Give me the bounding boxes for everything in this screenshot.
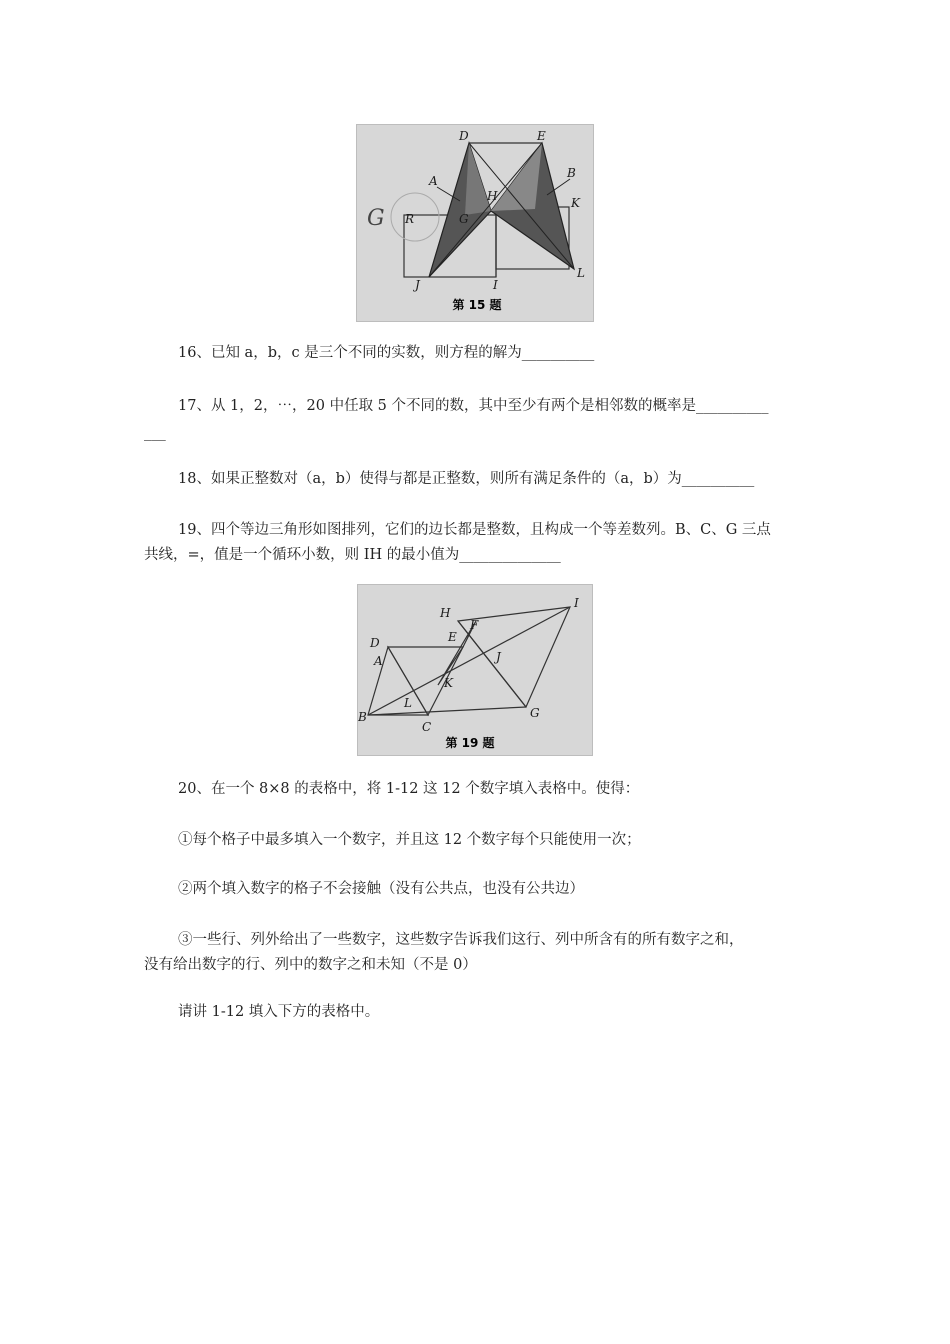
fig19-label-f: F [470,618,479,632]
figure-19-drawing [358,585,592,755]
question-20-rule-3-line-2: 没有给出数字的行、列中的数字之和未知（不是 0） [144,957,477,973]
question-20-rule-1: ①每个格子中最多填入一个数字，并且这 12 个数字每个只能使用一次； [178,832,641,848]
fig19-label-b: B [358,710,367,724]
fig15-label-l: L [577,266,585,280]
question-17-line-1: 17、从 1，2，⋯，20 中任取 5 个不同的数，其中至少有两个是相邻数的概率是__________ [178,398,769,414]
question-19-line-1: 19、四个等边三角形如图排列，它们的边长都是整数，且构成一个等差数列。B、C、G 三点 [178,522,771,538]
question-17-line-2: ___ [144,425,166,441]
fig19-label-k: K [444,676,453,690]
fig19-label-e: E [448,630,457,644]
fig19-label-c: C [422,720,432,734]
fig19-label-d: D [370,636,380,650]
figure-19-caption: 第 19 题 [445,736,495,750]
fig15-label-g: G [459,212,469,226]
question-20-ask: 请讲 1-12 填入下方的表格中。 [178,1004,380,1020]
figure-15 [356,124,594,322]
figure-15-drawing [357,125,593,321]
fig19-label-l: L [404,696,412,710]
handwritten-mark: G [367,206,385,231]
question-20-rule-2: ②两个填入数字的格子不会接触（没有公共点，也没有公共边） [178,881,584,897]
question-20-intro: 20、在一个 8×8 的表格中，将 1-12 这 12 个数字填入表格中。使得： [178,781,640,797]
question-18: 18、如果正整数对（a，b）使得与都是正整数，则所有满足条件的（a，b）为__________ [178,471,755,487]
question-16: 16、已知 a，b，c 是三个不同的实数，则方程的解为__________ [178,345,595,361]
fig15-label-a: A [429,174,438,188]
question-19-line-2: 共线，=，值是一个循环小数，则 IH 的最小值为______________ [144,547,561,563]
fig15-label-h: H [487,189,498,203]
fig19-label-g: G [530,706,540,720]
fig15-label-j: J [415,278,420,292]
fig15-label-e: E [537,129,546,143]
figure-19 [357,584,593,756]
fig15-label-r: R [405,212,415,226]
fig15-label-d: D [459,129,469,143]
fig19-label-i: I [574,596,579,610]
question-20-rule-3-line-1: ③一些行、列外给出了一些数字，这些数字告诉我们这行、列中所含有的所有数字之和， [178,932,744,948]
fig15-label-k: K [571,196,580,210]
fig19-label-j: J [496,650,501,664]
fig19-label-h: H [440,606,451,620]
fig15-label-b: B [567,166,576,180]
fig19-label-a: A [374,654,383,668]
figure-15-caption: 第 15 题 [452,298,502,312]
fig15-label-i: I [493,278,498,292]
